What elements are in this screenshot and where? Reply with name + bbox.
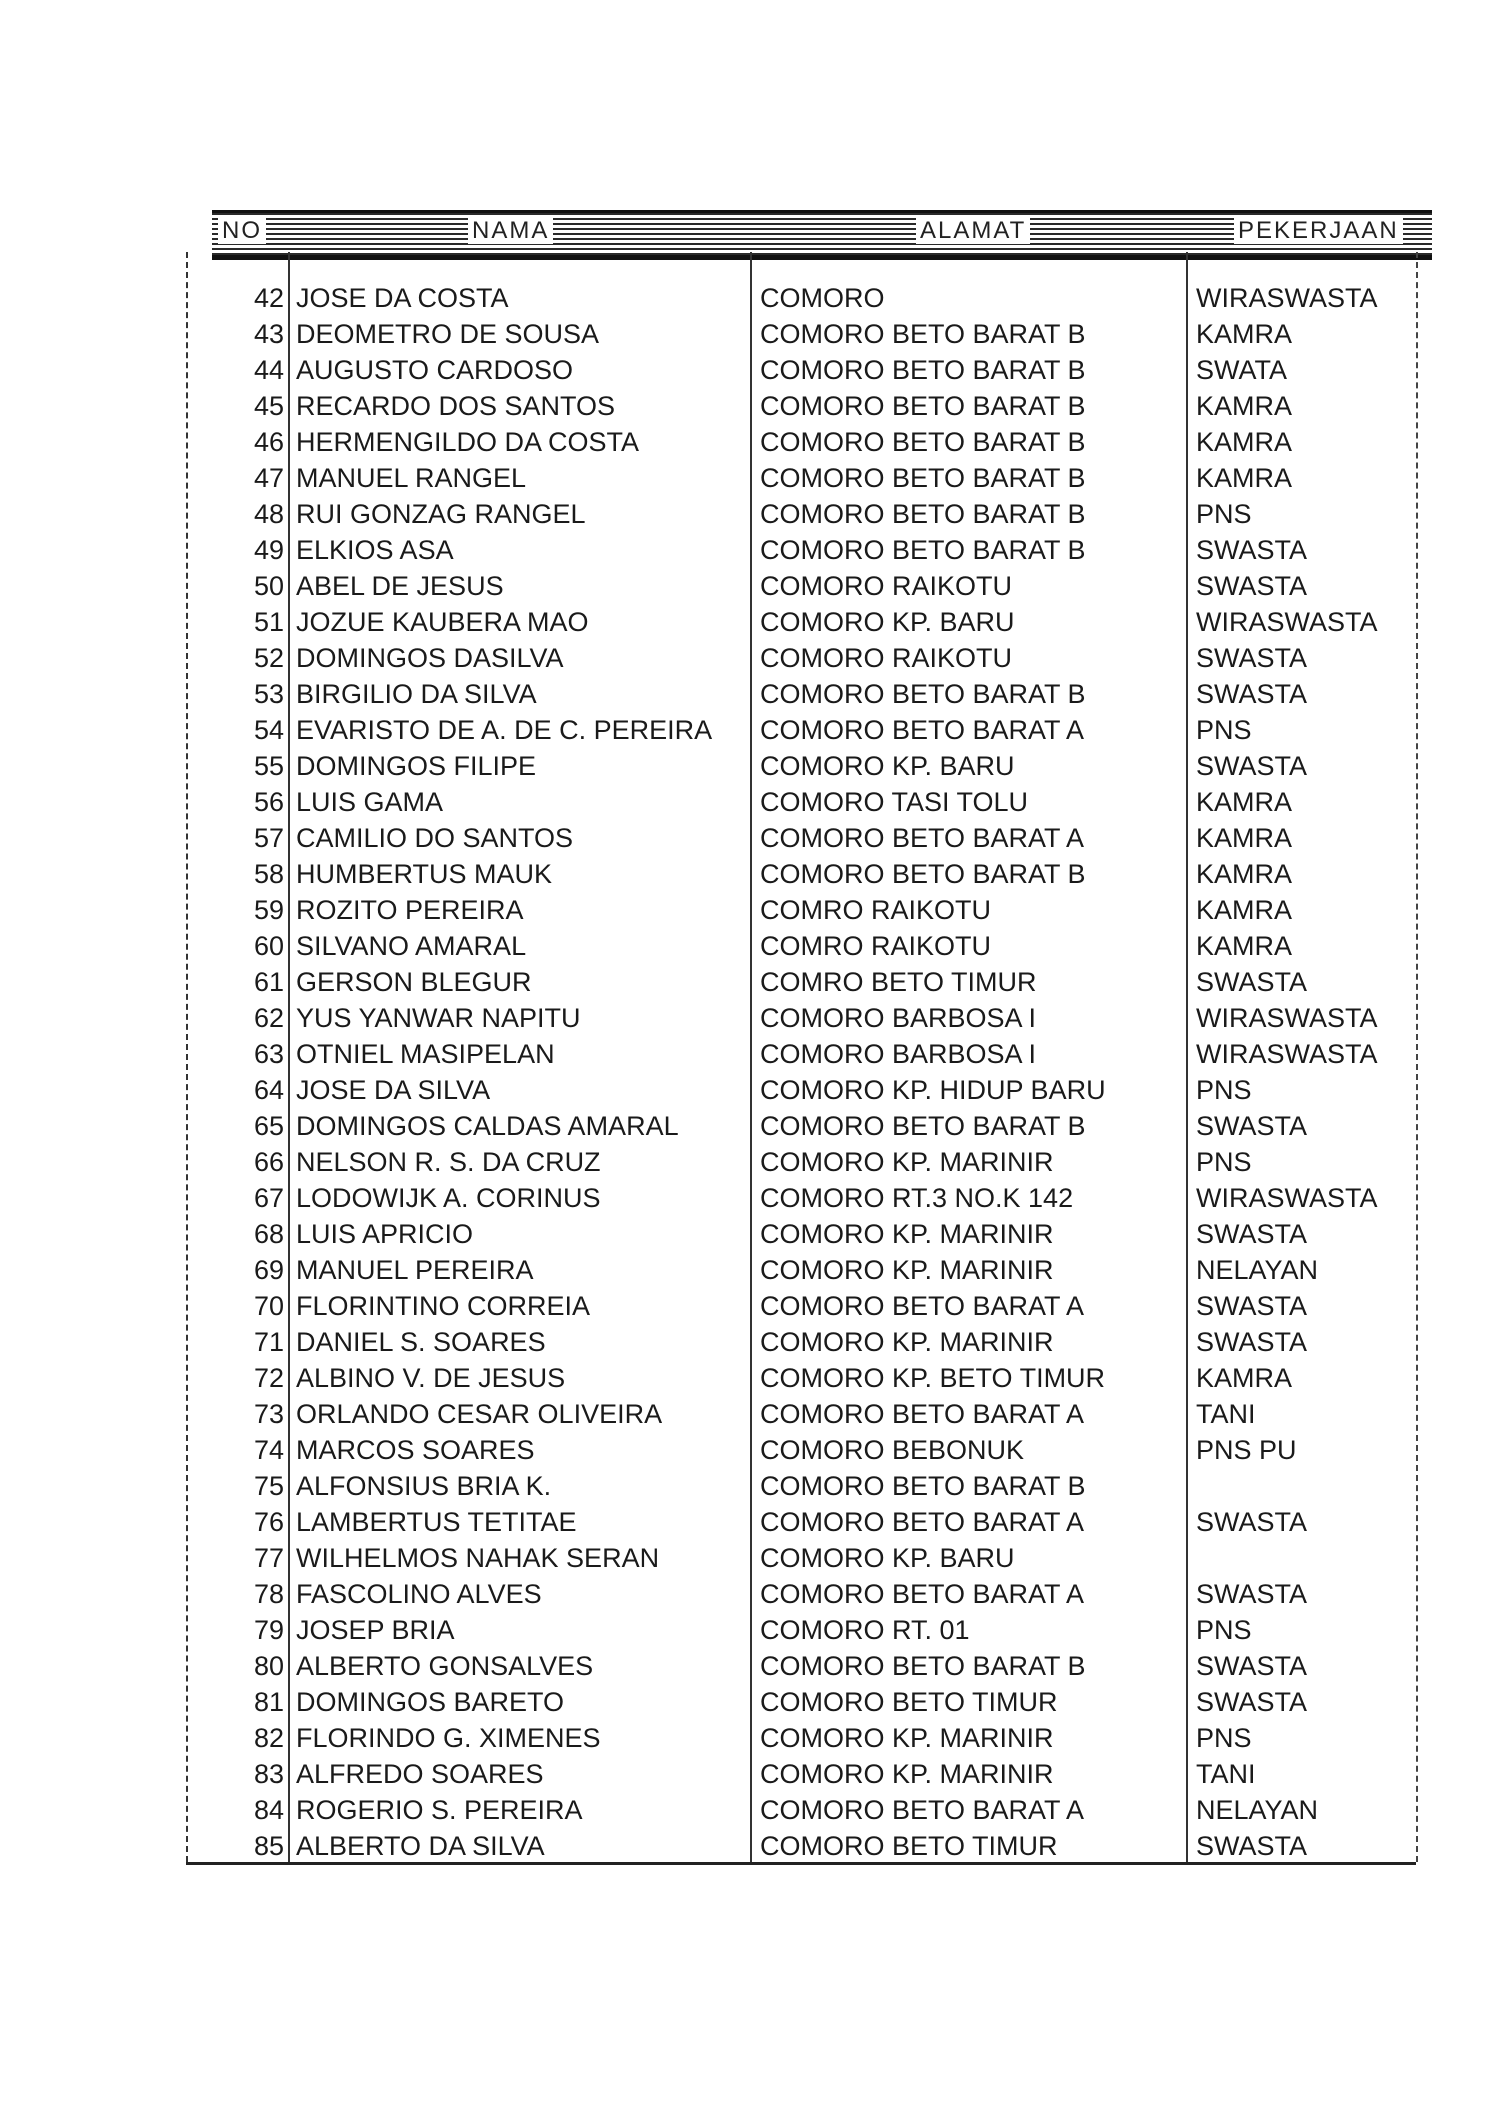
row-pekerjaan: SWASTA (1196, 1327, 1308, 1357)
row-alamat: COMORO BETO BARAT A (760, 1579, 1085, 1609)
row-number: 52 (253, 643, 284, 673)
row-number: 71 (253, 1327, 284, 1357)
row-pekerjaan: NELAYAN (1196, 1255, 1319, 1285)
row-alamat: COMORO BETO BARAT A (760, 1291, 1085, 1321)
row-alamat: COMORO KP. MARINIR (760, 1327, 1054, 1357)
table-row (0, 352, 1500, 388)
row-alamat: COMORO BEBONUK (760, 1435, 1025, 1465)
row-nama: LUIS APRICIO (296, 1219, 474, 1249)
row-number: 56 (253, 787, 284, 817)
row-alamat: COMORO BETO BARAT B (760, 499, 1086, 529)
row-pekerjaan: SWASTA (1196, 967, 1308, 997)
row-nama: JOSEP BRIA (296, 1615, 455, 1645)
row-alamat: COMORO BETO BARAT A (760, 1399, 1085, 1429)
row-alamat: COMORO RT. 01 (760, 1615, 970, 1645)
row-number: 82 (253, 1723, 284, 1753)
table-row (0, 928, 1500, 964)
row-pekerjaan: WIRASWASTA (1196, 607, 1378, 637)
row-nama: DOMINGOS FILIPE (296, 751, 537, 781)
table-row (0, 1720, 1500, 1756)
table-row (0, 640, 1500, 676)
table-row (0, 1324, 1500, 1360)
row-pekerjaan: KAMRA (1196, 463, 1293, 493)
table-row (0, 856, 1500, 892)
row-number: 68 (253, 1219, 284, 1249)
row-nama: GERSON BLEGUR (296, 967, 532, 997)
row-alamat: COMORO RT.3 NO.K 142 (760, 1183, 1074, 1213)
table-row (0, 1504, 1500, 1540)
table-row (0, 568, 1500, 604)
row-pekerjaan: KAMRA (1196, 427, 1293, 457)
row-number: 59 (253, 895, 284, 925)
row-nama: RUI GONZAG RANGEL (296, 499, 586, 529)
row-alamat: COMORO BETO BARAT A (760, 823, 1085, 853)
row-alamat: COMORO BETO BARAT B (760, 355, 1086, 385)
row-pekerjaan: WIRASWASTA (1196, 283, 1378, 313)
row-nama: ALBINO V. DE JESUS (296, 1363, 566, 1393)
row-nama: ALFONSIUS BRIA K. (296, 1471, 552, 1501)
row-pekerjaan: SWASTA (1196, 1219, 1308, 1249)
row-pekerjaan: PNS (1196, 1615, 1252, 1645)
table-row (0, 1216, 1500, 1252)
row-pekerjaan: SWASTA (1196, 1831, 1308, 1861)
row-nama: WILHELMOS NAHAK SERAN (296, 1543, 660, 1573)
row-nama: JOZUE KAUBERA MAO (296, 607, 589, 637)
row-number: 74 (253, 1435, 284, 1465)
row-alamat: COMORO BETO BARAT A (760, 715, 1085, 745)
row-alamat: COMORO KP. BETO TIMUR (760, 1363, 1106, 1393)
row-alamat: COMORO KP. BARU (760, 1543, 1015, 1573)
row-nama: JOSE DA COSTA (296, 283, 509, 313)
row-alamat: COMORO KP. MARINIR (760, 1759, 1054, 1789)
row-pekerjaan: SWASTA (1196, 1651, 1308, 1681)
row-pekerjaan: NELAYAN (1196, 1795, 1319, 1825)
row-pekerjaan: TANI (1196, 1399, 1256, 1429)
table-row (0, 1072, 1500, 1108)
row-number: 62 (253, 1003, 284, 1033)
row-number: 47 (253, 463, 284, 493)
row-number: 79 (253, 1615, 284, 1645)
row-number: 46 (253, 427, 284, 457)
table-row (0, 1648, 1500, 1684)
row-nama: DOMINGOS BARETO (296, 1687, 565, 1717)
row-number: 72 (253, 1363, 284, 1393)
row-nama: ROGERIO S. PEREIRA (296, 1795, 583, 1825)
row-alamat: COMORO RAIKOTU (760, 571, 1013, 601)
row-nama: ORLANDO CESAR OLIVEIRA (296, 1399, 663, 1429)
row-pekerjaan: SWASTA (1196, 571, 1308, 601)
row-number: 65 (253, 1111, 284, 1141)
row-alamat: COMORO BETO BARAT B (760, 1111, 1086, 1141)
row-alamat: COMORO KP. MARINIR (760, 1219, 1054, 1249)
row-nama: DOMINGOS CALDAS AMARAL (296, 1111, 679, 1141)
table-row (0, 676, 1500, 712)
table-row (0, 892, 1500, 928)
row-pekerjaan: WIRASWASTA (1196, 1039, 1378, 1069)
row-number: 55 (253, 751, 284, 781)
row-nama: BIRGILIO DA SILVA (296, 679, 537, 709)
row-number: 42 (253, 283, 284, 313)
row-nama: CAMILIO DO SANTOS (296, 823, 574, 853)
row-alamat: COMRO RAIKOTU (760, 931, 992, 961)
row-nama: ELKIOS ASA (296, 535, 454, 565)
row-alamat: COMORO BETO BARAT B (760, 859, 1086, 889)
table-row (0, 316, 1500, 352)
row-alamat: COMORO BETO BARAT B (760, 1651, 1086, 1681)
row-nama: ALBERTO DA SILVA (296, 1831, 545, 1861)
row-alamat: COMORO KP. HIDUP BARU (760, 1075, 1106, 1105)
row-alamat: COMORO BETO BARAT B (760, 1471, 1086, 1501)
row-nama: DOMINGOS DASILVA (296, 643, 564, 673)
table-row (0, 1360, 1500, 1396)
row-alamat: COMORO KP. BARU (760, 607, 1015, 637)
row-number: 43 (253, 319, 284, 349)
row-nama: FLORINTINO CORREIA (296, 1291, 591, 1321)
row-number: 63 (253, 1039, 284, 1069)
table-row (0, 1576, 1500, 1612)
row-nama: LUIS GAMA (296, 787, 444, 817)
table-row (0, 1396, 1500, 1432)
row-pekerjaan: KAMRA (1196, 319, 1293, 349)
row-nama: EVARISTO DE A. DE C. PEREIRA (296, 715, 713, 745)
row-number: 76 (253, 1507, 284, 1537)
table-row (0, 1252, 1500, 1288)
row-nama: DEOMETRO DE SOUSA (296, 319, 600, 349)
row-number: 67 (253, 1183, 284, 1213)
row-pekerjaan: TANI (1196, 1759, 1256, 1789)
row-number: 85 (253, 1831, 284, 1861)
row-number: 48 (253, 499, 284, 529)
row-nama: ALFREDO SOARES (296, 1759, 544, 1789)
row-pekerjaan: PNS (1196, 499, 1252, 529)
header-nama: NAMA (468, 218, 553, 244)
row-number: 80 (253, 1651, 284, 1681)
row-number: 57 (253, 823, 284, 853)
table-row (0, 1432, 1500, 1468)
table-row (0, 748, 1500, 784)
table-row (0, 1828, 1500, 1864)
row-alamat: COMRO BETO TIMUR (760, 967, 1037, 997)
row-alamat: COMORO BETO TIMUR (760, 1831, 1058, 1861)
row-alamat: COMORO BETO BARAT B (760, 391, 1086, 421)
row-number: 70 (253, 1291, 284, 1321)
row-nama: ROZITO PEREIRA (296, 895, 524, 925)
row-nama: HUMBERTUS MAUK (296, 859, 553, 889)
row-pekerjaan: SWASTA (1196, 1507, 1308, 1537)
row-nama: OTNIEL MASIPELAN (296, 1039, 555, 1069)
row-number: 75 (253, 1471, 284, 1501)
row-pekerjaan: KAMRA (1196, 1363, 1293, 1393)
row-alamat: COMORO KP. BARU (760, 751, 1015, 781)
row-nama: DANIEL S. SOARES (296, 1327, 546, 1357)
row-alamat: COMORO BARBOSA I (760, 1039, 1037, 1069)
table-row (0, 424, 1500, 460)
row-alamat: COMORO BETO BARAT A (760, 1507, 1085, 1537)
row-pekerjaan: KAMRA (1196, 823, 1293, 853)
table-row (0, 1108, 1500, 1144)
row-alamat: COMORO (760, 283, 885, 313)
row-pekerjaan: PNS (1196, 1147, 1252, 1177)
row-alamat: COMORO BETO BARAT B (760, 427, 1086, 457)
row-nama: YUS YANWAR NAPITU (296, 1003, 581, 1033)
row-number: 78 (253, 1579, 284, 1609)
row-pekerjaan: WIRASWASTA (1196, 1003, 1378, 1033)
row-nama: RECARDO DOS SANTOS (296, 391, 616, 421)
row-pekerjaan: KAMRA (1196, 931, 1293, 961)
table-row (0, 1036, 1500, 1072)
table-row (0, 280, 1500, 316)
row-pekerjaan: KAMRA (1196, 391, 1293, 421)
row-pekerjaan: SWASTA (1196, 1579, 1308, 1609)
row-pekerjaan: KAMRA (1196, 787, 1293, 817)
row-pekerjaan: SWASTA (1196, 1111, 1308, 1141)
header-alamat: ALAMAT (916, 218, 1030, 244)
row-alamat: COMORO KP. MARINIR (760, 1255, 1054, 1285)
row-pekerjaan: KAMRA (1196, 859, 1293, 889)
row-alamat: COMORO BETO TIMUR (760, 1687, 1058, 1717)
row-alamat: COMORO BETO BARAT A (760, 1795, 1085, 1825)
row-number: 84 (253, 1795, 284, 1825)
header-no: NO (218, 218, 266, 244)
row-pekerjaan: WIRASWASTA (1196, 1183, 1378, 1213)
row-alamat: COMORO BETO BARAT B (760, 463, 1086, 493)
row-number: 60 (253, 931, 284, 961)
row-number: 69 (253, 1255, 284, 1285)
row-pekerjaan: SWASTA (1196, 535, 1308, 565)
row-pekerjaan: SWASTA (1196, 1687, 1308, 1717)
row-alamat: COMORO BARBOSA I (760, 1003, 1037, 1033)
row-nama: MANUEL RANGEL (296, 463, 527, 493)
row-pekerjaan: SWASTA (1196, 751, 1308, 781)
row-pekerjaan: PNS (1196, 1723, 1252, 1753)
table-row (0, 604, 1500, 640)
row-nama: SILVANO AMARAL (296, 931, 527, 961)
row-alamat: COMORO BETO BARAT B (760, 319, 1086, 349)
row-nama: ABEL DE JESUS (296, 571, 504, 601)
row-number: 49 (253, 535, 284, 565)
row-number: 54 (253, 715, 284, 745)
row-nama: LODOWIJK A. CORINUS (296, 1183, 601, 1213)
row-number: 44 (253, 355, 284, 385)
row-alamat: COMORO BETO BARAT B (760, 535, 1086, 565)
table-row (0, 784, 1500, 820)
row-nama: LAMBERTUS TETITAE (296, 1507, 577, 1537)
table-row (0, 388, 1500, 424)
row-nama: NELSON R. S. DA CRUZ (296, 1147, 601, 1177)
row-nama: FLORINDO G. XIMENES (296, 1723, 601, 1753)
row-pekerjaan: SWASTA (1196, 1291, 1308, 1321)
row-alamat: COMORO KP. MARINIR (760, 1147, 1054, 1177)
table-row (0, 1000, 1500, 1036)
table-row (0, 964, 1500, 1000)
table-row (0, 1468, 1500, 1504)
row-alamat: COMORO KP. MARINIR (760, 1723, 1054, 1753)
row-nama: HERMENGILDO DA COSTA (296, 427, 640, 457)
row-number: 77 (253, 1543, 284, 1573)
row-alamat: COMORO TASI TOLU (760, 787, 1029, 817)
row-nama: MANUEL PEREIRA (296, 1255, 534, 1285)
row-number: 61 (253, 967, 284, 997)
row-number: 66 (253, 1147, 284, 1177)
table-row (0, 1180, 1500, 1216)
table-row (0, 1144, 1500, 1180)
row-pekerjaan: SWATA (1196, 355, 1287, 385)
row-pekerjaan: KAMRA (1196, 895, 1293, 925)
table-row (0, 1756, 1500, 1792)
table-row (0, 1288, 1500, 1324)
table-row (0, 1612, 1500, 1648)
row-number: 51 (253, 607, 284, 637)
row-number: 64 (253, 1075, 284, 1105)
row-nama: JOSE DA SILVA (296, 1075, 491, 1105)
table-row (0, 1684, 1500, 1720)
row-number: 83 (253, 1759, 284, 1789)
row-alamat: COMORO RAIKOTU (760, 643, 1013, 673)
row-nama: AUGUSTO CARDOSO (296, 355, 574, 385)
row-number: 81 (253, 1687, 284, 1717)
table-row (0, 460, 1500, 496)
row-number: 53 (253, 679, 284, 709)
row-nama: ALBERTO GONSALVES (296, 1651, 594, 1681)
table-row (0, 532, 1500, 568)
table-row (0, 496, 1500, 532)
row-nama: FASCOLINO ALVES (296, 1579, 542, 1609)
table-row (0, 820, 1500, 856)
header-pekerjaan: PEKERJAAN (1234, 218, 1403, 244)
table-row (0, 1792, 1500, 1828)
table-row (0, 712, 1500, 748)
row-pekerjaan: PNS (1196, 1075, 1252, 1105)
row-alamat: COMORO BETO BARAT B (760, 679, 1086, 709)
row-nama: MARCOS SOARES (296, 1435, 535, 1465)
row-number: 45 (253, 391, 284, 421)
row-pekerjaan: SWASTA (1196, 679, 1308, 709)
row-pekerjaan: SWASTA (1196, 643, 1308, 673)
row-number: 50 (253, 571, 284, 601)
row-number: 73 (253, 1399, 284, 1429)
row-pekerjaan: PNS (1196, 715, 1252, 745)
table-row (0, 1540, 1500, 1576)
row-number: 58 (253, 859, 284, 889)
row-alamat: COMRO RAIKOTU (760, 895, 992, 925)
row-pekerjaan: PNS PU (1196, 1435, 1297, 1465)
